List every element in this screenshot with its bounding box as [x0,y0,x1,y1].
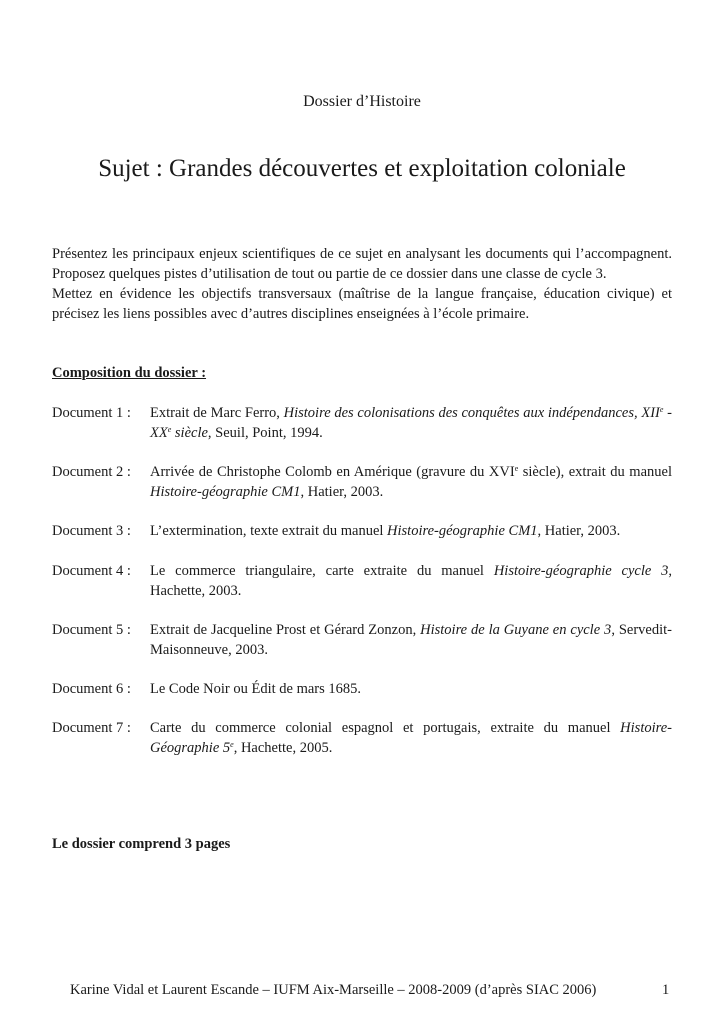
page-title: Sujet : Grandes découvertes et exploitation coloniale [98,155,626,182]
footer-credits: Karine Vidal et Laurent Escande – IUFM Aix-Marseille – 2008-2009 (d’après SIAC 2006) [70,982,597,998]
document-entry-7 [52,718,672,758]
document-description: Carte du commerce colonial espagnol et portugais, extraite du manuel Histoire-Géographie 5e, Hachette, 2005. [150,720,672,756]
document-description: L’extermination, texte extrait du manuel Histoire-géographie CM1, Hatier, 2003. [150,523,621,539]
instructions-paragraph-1: Présentez les principaux enjeux scientifiques de ce sujet en analysant les documents qui l’accompagnent. Proposez quelques pistes d’utilisation de tout ou partie de ce dossier dans une classe de cycle 3. [52,246,672,282]
document-label: Document 5 : [52,622,131,638]
document-entry-6 [52,679,672,699]
document-entry-3 [52,521,672,541]
document-entry-2 [52,462,672,502]
document-description: Extrait de Marc Ferro, Histoire des colonisations des conquêtes aux indépendances, XIIe - XXe siècle, Seuil, Point, 1994. [150,405,672,441]
document-description: Le commerce triangulaire, carte extraite du manuel Histoire-géographie cycle 3, Hachette, 2003. [150,563,672,599]
document-label: Document 3 : [52,523,131,539]
composition-heading: Composition du dossier : [52,365,207,381]
document-label: Document 6 : [52,681,131,697]
document-entry-1 [52,403,672,443]
document-label: Document 1 : [52,405,131,421]
page-number: 1 [662,982,670,998]
document-label: Document 4 : [52,563,131,579]
document-entry-4 [52,561,672,601]
document-description: Extrait de Jacqueline Prost et Gérard Zonzon, Histoire de la Guyane en cycle 3, Servedit-Maisonneuve, 2003. [150,622,672,658]
document-label: Document 7 : [52,720,131,736]
document-label: Document 2 : [52,464,131,480]
document-entry-5 [52,620,672,660]
instructions-paragraph-2: Mettez en évidence les objectifs transversaux (maîtrise de la langue française, éducation civique) et précisez les liens possibles avec d’autres disciplines enseignées à l’école primaire. [52,286,672,322]
instructions [52,244,672,324]
document-description: Arrivée de Christophe Colomb en Amérique (gravure du XVIe siècle), extrait du manuel Histoire-géographie CM1, Hatier, 2003. [150,464,672,500]
dossier-label: Dossier d’Histoire [303,93,421,110]
document-description: Le Code Noir ou Édit de mars 1685. [150,681,362,697]
pages-note: Le dossier comprend 3 pages [52,836,231,852]
